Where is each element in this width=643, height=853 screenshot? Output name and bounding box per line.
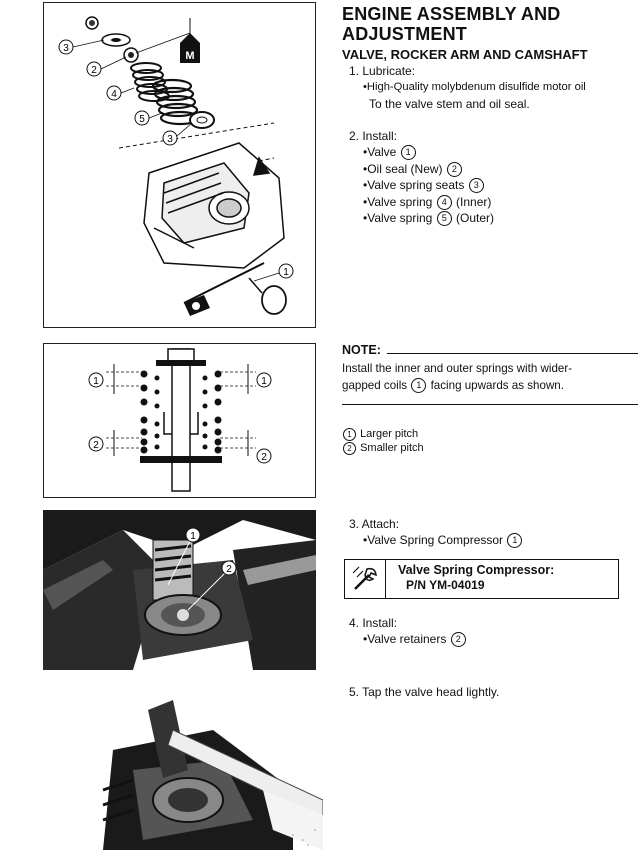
step-2-label: 2. Install: [349,129,398,143]
photo-tap-valve-head [93,690,323,850]
callout-2: 2 [91,65,97,76]
circled-number: 1 [411,378,426,393]
tool-part-number: P/N YM-04019 [406,578,485,592]
spring-pitch-diagram [44,344,314,496]
step-3-attach [349,516,629,549]
legend-item: 1 Larger pitch [342,427,622,441]
circled-number: 4 [437,195,452,210]
circled-number: 5 [437,211,452,226]
circled-number: 1 [401,145,416,160]
legend-item: 2 Smaller pitch [342,441,622,455]
circled-number: 2 [447,162,462,177]
compressor-photo [43,510,316,670]
callout-larger-pitch-left: 1 [93,376,99,387]
step-1-lubricate [349,63,641,112]
callout-smaller-pitch-left: 2 [93,440,99,451]
callout-compressor: 1 [190,531,196,542]
step-2-install [349,128,629,227]
note-rule [387,347,638,354]
callout-3-bottom: 3 [167,134,173,145]
tool-name: Valve Spring Compressor: [398,563,555,577]
wrench-icon [345,560,386,598]
page-title-line2: ADJUSTMENT [342,24,468,44]
note-line-1: Install the inner and outer springs with wider- [342,362,573,375]
callout-1: 1 [283,267,289,278]
note-line-2: gapped coils 1 facing upwards as shown. [342,378,564,392]
circled-number: 3 [469,178,484,193]
figure-spring-pitch [43,343,316,498]
step-3-label: 3. Attach: [349,517,400,531]
callout-retainers: 2 [226,564,232,575]
note-end-rule [342,404,638,405]
section-subtitle: VALVE, ROCKER ARM AND CAMSHAFT [342,47,588,62]
callout-3-top: 3 [63,43,69,54]
note-heading: NOTE: [342,343,381,357]
step-3-bullet: •Valve Spring Compressor 1 [349,532,629,549]
tapping-photo [93,690,323,850]
circled-number: 2 [451,632,466,647]
special-tool-box [344,559,619,599]
photo-valve-spring-compressor [43,510,316,670]
molybdenum-oil-icon: M [185,50,195,62]
figure-valve-exploded-view [43,2,316,328]
step-1-label: 1. Lubricate: [349,64,416,78]
pitch-legend [342,427,622,455]
step-4-label: 4. Install: [349,616,398,630]
callout-smaller-pitch-right: 2 [261,452,267,463]
circled-number: 1 [507,533,522,548]
callout-larger-pitch-right: 1 [261,376,267,387]
valve-exploded-diagram [44,3,314,326]
callout-5: 5 [139,114,145,125]
note-block [342,343,638,405]
step-4-install [349,615,629,648]
list-item-inner-spring: •Valve spring 4 (Inner) [363,194,492,209]
list-item-spring-seats: •Valve spring seats 3 [363,177,629,194]
step-5-tap [349,684,629,700]
step-1-bullet: •High-Quality molybdenum disulfide motor oil [363,81,586,93]
list-item-oil-seal: •Oil seal (New) 2 [363,161,629,178]
step-4-bullet: •Valve retainers 2 [349,631,629,648]
list-item-outer-spring: •Valve spring 5 (Outer) [363,211,495,225]
list-item-valve: •Valve 1 [363,144,629,161]
page-title: ENGINE ASSEMBLY AND [342,4,561,24]
step-1-bullet-cont: To the valve stem and oil seal. [369,96,530,111]
callout-4: 4 [111,89,117,100]
step-5-label: 5. Tap the valve head lightly. [349,685,500,699]
